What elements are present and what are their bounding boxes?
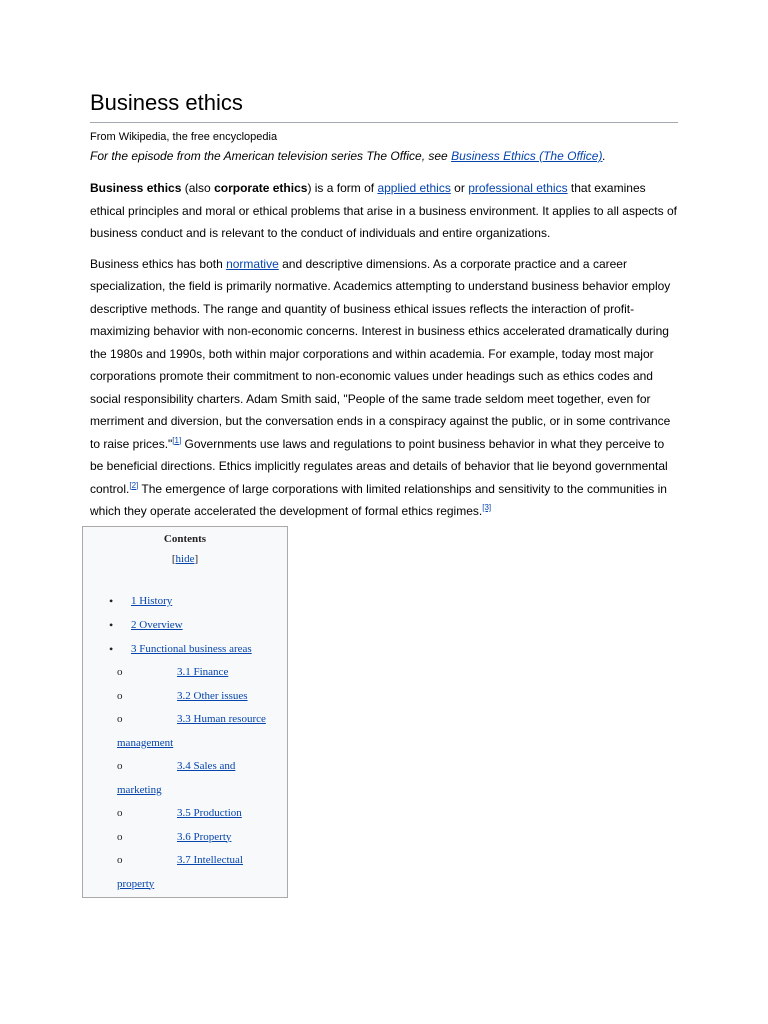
toc-hide-toggle (83, 553, 287, 565)
link-professional-ethics[interactable]: professional ethics (468, 181, 568, 195)
toc-subitem (83, 708, 287, 755)
toc-link-production[interactable]: 3.5 Production (177, 807, 242, 819)
circle-bullet-icon: o (117, 713, 123, 725)
toc-hide-link[interactable]: hide (175, 553, 195, 565)
toc-list (83, 589, 287, 661)
circle-bullet-icon: o (117, 807, 123, 819)
text-run: and descriptive dimensions. As a corporate practice and a career specialization, the field is primarily normative. Academics attempting to understand business behavior employ descriptive methods. The range and quantity of business ethical issues reflects the interaction of profit-maximizing behavior with non-economic concerns. Interest in business ethics accelerated dramatically during the 1980s and 1990s, both within major corporations and within academia. For example, today most major corporations promote their commitment to non-economic values under headings such as ethics codes and social responsibility charters. Adam Smith said, "People of the same trade seldom meet together, even for merriment and diversion, but the conversation ends in a conspiracy against the public, or in some contrivance to raise prices." (90, 256, 671, 451)
page-title: Business ethics (90, 88, 678, 123)
bullet-icon: • (109, 642, 114, 656)
circle-bullet-icon: o (117, 760, 123, 772)
article (90, 88, 678, 531)
toc-link-human-resource[interactable]: 3.3 Human resource management (117, 713, 266, 749)
table-of-contents (82, 526, 288, 898)
hatnote-link[interactable]: Business Ethics (The Office) (451, 149, 603, 163)
circle-bullet-icon: o (117, 666, 123, 678)
hatnote-text: For the episode from the American television series The Office, see (90, 149, 452, 163)
toc-subitem (83, 755, 287, 802)
article-subtitle: From Wikipedia, the free encyclopedia (90, 131, 278, 143)
reference-2[interactable]: [2] (129, 480, 139, 490)
toc-subitem (83, 661, 287, 685)
toc-title: Contents (163, 533, 207, 545)
toc-link-property[interactable]: 3.6 Property (177, 830, 232, 843)
toc-link-intellectual-property[interactable]: 3.7 Intellectual property (117, 854, 243, 890)
bracket: [ (171, 553, 176, 565)
bullet-icon: • (109, 594, 114, 608)
hatnote-suffix: . (602, 149, 606, 163)
circle-bullet-icon: o (117, 830, 123, 843)
bracket: ] (194, 553, 199, 565)
circle-bullet-icon: o (117, 689, 123, 702)
bullet-icon: • (109, 618, 114, 632)
bold-term: Business ethics (90, 181, 182, 195)
text-run: Governments use laws and regulations to point business behavior in what they perceive to be beneficial directions. Ethics implicitly regulates areas and details of behavior that lie beyond governmental control. (90, 436, 668, 496)
link-normative[interactable]: normative (226, 256, 279, 271)
toc-link-functional-areas[interactable]: 3 Functional business areas (131, 643, 252, 655)
text-run: or (450, 181, 469, 195)
toc-item (83, 589, 287, 613)
text-run: Business ethics has both (90, 256, 227, 271)
paragraph-dimensions (90, 253, 678, 523)
text-run: The emergence of large corporations with limited relationships and sensitivity to the communities in which they operate accelerated the development of formal ethics regimes. (90, 481, 667, 518)
toc-link-sales-marketing[interactable]: 3.4 Sales and marketing (117, 760, 236, 796)
toc-subitem (83, 826, 287, 850)
toc-link-other-issues[interactable]: 3.2 Other issues (177, 689, 248, 702)
text-run: ) is a form of (307, 181, 378, 195)
bold-term: corporate ethics (214, 181, 308, 195)
hatnote (90, 149, 678, 163)
paragraph-intro (90, 177, 678, 245)
reference-1[interactable]: [1] (172, 435, 182, 445)
toc-subitem (83, 802, 287, 826)
toc-item (83, 637, 287, 661)
toc-subitem (83, 849, 287, 896)
toc-link-finance[interactable]: 3.1 Finance (177, 666, 229, 678)
reference-3[interactable]: [3] (482, 503, 492, 512)
toc-subitem (83, 685, 287, 709)
toc-sublist (83, 661, 287, 896)
toc-link-overview[interactable]: 2 Overview (131, 619, 183, 631)
toc-item (83, 613, 287, 637)
link-applied-ethics[interactable]: applied ethics (377, 181, 451, 195)
toc-link-history[interactable]: 1 History (131, 595, 173, 607)
text-run: (also (181, 181, 215, 195)
circle-bullet-icon: o (117, 854, 123, 866)
text-run: that examines ethical principles and moral or ethical problems that arise in a business environment. It applies to all aspects of business conduct and is relevant to the conduct of individuals and entire organizations. (90, 181, 677, 240)
